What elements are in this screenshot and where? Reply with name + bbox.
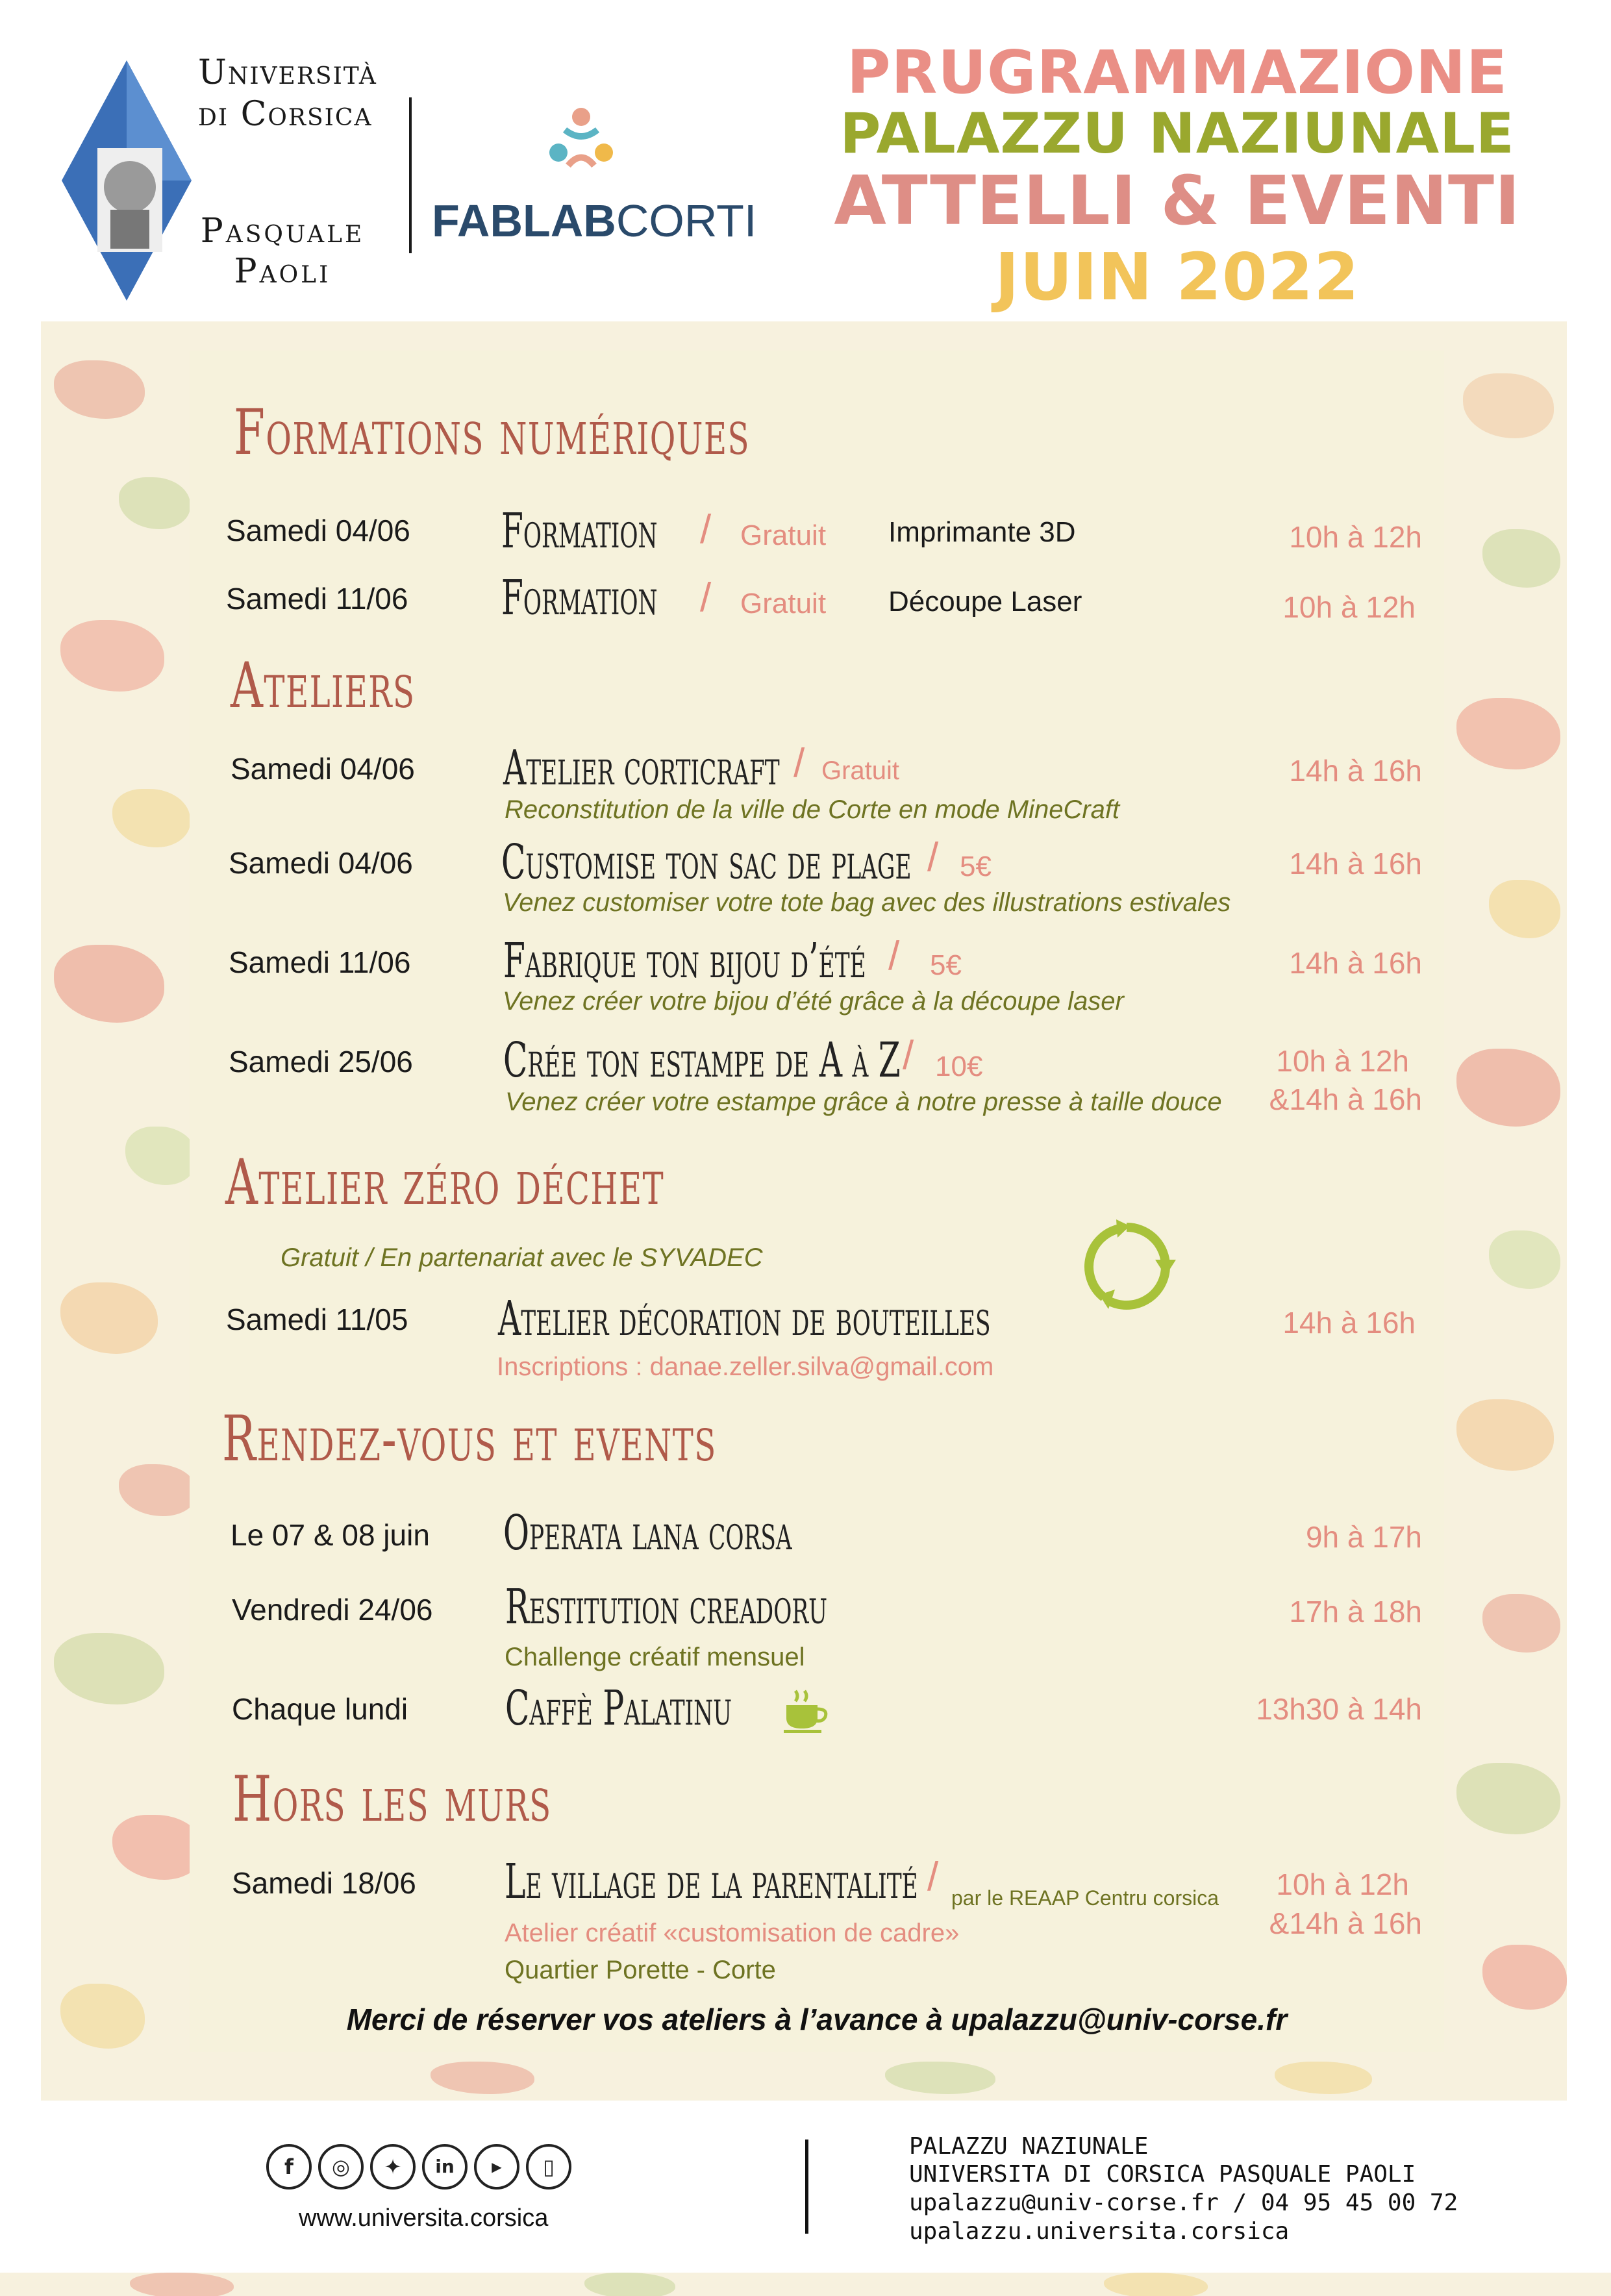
hors-1-slash: / xyxy=(927,1854,939,1899)
zero-dechet-title: Atelier décoration de bouteilles xyxy=(498,1291,991,1347)
rdv-1-title: Operata lana corsa xyxy=(503,1505,792,1561)
reservation-note: Merci de réserver vos ateliers à l’avance à upalazzu@univ-corse.fr xyxy=(346,2003,1288,2036)
bottom-terrazzo-strip xyxy=(0,2273,1611,2296)
section-title-formations: Formations numériques xyxy=(234,396,750,469)
formation-2-title: Formation xyxy=(501,570,658,626)
formation-2-slash: / xyxy=(700,575,712,620)
rdv-2-time: 17h à 18h xyxy=(1289,1595,1422,1628)
youtube-icon[interactable]: ▶ xyxy=(474,2144,519,2190)
formation-1-title: Formation xyxy=(501,503,658,559)
fablab-light: CORTI xyxy=(616,195,757,246)
zero-dechet-date: Samedi 11/05 xyxy=(226,1303,408,1336)
website-link[interactable]: www.universita.corsica xyxy=(299,2204,549,2232)
linkedin-icon[interactable]: in xyxy=(422,2144,468,2190)
atelier-2-desc: Venez customiser votre tote bag avec des illustrations estivales xyxy=(503,888,1231,917)
university-name xyxy=(198,52,377,135)
atelier-3-desc: Venez créer votre bijou d’été grâce à la découpe laser xyxy=(503,987,1124,1016)
hors-1-title: Le village de la parentalité xyxy=(505,1854,918,1910)
university-line-3: Pasquale xyxy=(200,212,365,251)
title-line-4: JUIN 2022 xyxy=(995,239,1360,315)
atelier-2-date: Samedi 04/06 xyxy=(229,846,413,880)
formation-1-price: Gratuit xyxy=(740,519,827,551)
footer-divider xyxy=(805,2140,808,2234)
hors-1-time-2: &14h à 16h xyxy=(1269,1906,1422,1940)
rdv-1-time: 9h à 17h xyxy=(1305,1520,1422,1554)
atelier-4-desc: Venez créer votre estampe grâce à notre presse à taille douce xyxy=(505,1088,1222,1116)
atelier-2-time: 14h à 16h xyxy=(1289,847,1422,880)
rdv-3-date: Chaque lundi xyxy=(232,1692,408,1726)
atelier-4-title: Crée ton estampe de A à Z xyxy=(503,1032,901,1088)
hors-1-by: par le REAAP Centru corsica xyxy=(951,1886,1219,1910)
atelier-4-slash: / xyxy=(903,1033,914,1078)
title-line-2: PALAZZU NAZIUNALE xyxy=(840,101,1515,166)
title-line-3: ATTELLI & EVENTI xyxy=(834,161,1521,240)
atelier-4-time: 10h à 12h xyxy=(1276,1044,1409,1078)
fablab-name xyxy=(432,195,756,247)
section-title-hors-les-murs: Hors les murs xyxy=(232,1763,552,1836)
atelier-1-price: Gratuit xyxy=(821,756,900,785)
atelier-1-slash: / xyxy=(793,741,805,786)
rdv-2-sub: Challenge créatif mensuel xyxy=(505,1643,805,1671)
university-name-2 xyxy=(198,211,367,292)
recycle-icon xyxy=(1075,1214,1179,1318)
twitter-icon[interactable]: ✦ xyxy=(370,2144,416,2190)
university-line-4: Paoli xyxy=(234,252,331,291)
rdv-1-date: Le 07 & 08 juin xyxy=(231,1518,430,1552)
footer-address-2: UNIVERSITA DI CORSICA PASQUALE PAOLI xyxy=(909,2161,1416,2188)
section-title-rdv: Rendez-vous et events xyxy=(222,1403,717,1475)
rdv-3-time: 13h30 à 14h xyxy=(1256,1692,1422,1726)
coffee-cup-icon xyxy=(782,1688,832,1734)
atelier-2-title: Customise ton sac de plage xyxy=(501,834,912,890)
phone-icon[interactable]: ▯ xyxy=(526,2144,571,2190)
atelier-4-date: Samedi 25/06 xyxy=(229,1045,413,1079)
university-line-2: di Corsica xyxy=(198,95,373,134)
fablab-bold: FABLAB xyxy=(432,195,616,246)
atelier-3-title: Fabrique ton bijou d’été xyxy=(503,933,866,989)
university-line-1: Università xyxy=(198,53,377,92)
zero-dechet-time: 14h à 16h xyxy=(1282,1306,1416,1340)
atelier-1-date: Samedi 04/06 xyxy=(231,752,415,786)
hors-1-line1: Atelier créatif «customisation de cadre» xyxy=(505,1919,960,1947)
footer-site[interactable]: upalazzu.universita.corsica xyxy=(909,2218,1290,2245)
section-title-zero-dechet: Atelier zéro déchet xyxy=(225,1146,665,1219)
section-title-ateliers: Ateliers xyxy=(231,649,416,722)
atelier-3-time: 14h à 16h xyxy=(1289,946,1422,980)
atelier-1-time: 14h à 16h xyxy=(1289,754,1422,788)
zero-dechet-inscriptions: Inscriptions : danae.zeller.silva@gmail.com xyxy=(497,1353,994,1381)
formation-1-topic: Imprimante 3D xyxy=(888,516,1076,548)
atelier-1-desc: Reconstitution de la ville de Corte en mode MineCraft xyxy=(505,795,1120,824)
hors-1-time: 10h à 12h xyxy=(1276,1867,1409,1901)
fablab-logo-icon xyxy=(545,104,617,175)
formation-2-date: Samedi 11/06 xyxy=(226,582,408,616)
instagram-icon[interactable]: ◎ xyxy=(318,2144,364,2190)
formation-1-time: 10h à 12h xyxy=(1289,520,1422,554)
formation-2-topic: Découpe Laser xyxy=(888,586,1082,618)
formation-2-price: Gratuit xyxy=(740,588,827,619)
facebook-icon[interactable]: f xyxy=(266,2144,312,2190)
rdv-3-title: Caffè Palatinu xyxy=(505,1680,732,1736)
formation-2-time: 10h à 12h xyxy=(1282,590,1416,624)
atelier-3-slash: / xyxy=(888,934,900,979)
footer-contact[interactable]: upalazzu@univ-corse.fr / 04 95 45 00 72 xyxy=(909,2190,1458,2216)
atelier-1-title: Atelier corticraft xyxy=(503,740,780,796)
atelier-3-date: Samedi 11/06 xyxy=(229,945,411,979)
hors-1-line2: Quartier Porette - Corte xyxy=(505,1956,776,1984)
formation-1-slash: / xyxy=(700,507,712,552)
footer-address-1: PALAZZU NAZIUNALE xyxy=(909,2133,1149,2160)
university-logo-icon xyxy=(58,57,195,304)
atelier-4-price: 10€ xyxy=(935,1051,983,1082)
title-box xyxy=(823,38,1531,315)
rdv-2-title: Restitution creadoru xyxy=(505,1579,828,1635)
hors-1-date: Samedi 18/06 xyxy=(232,1866,416,1900)
atelier-3-price: 5€ xyxy=(930,949,962,981)
title-line-1: PRUGRAMMAZIONE xyxy=(847,38,1508,107)
atelier-2-slash: / xyxy=(927,835,939,880)
zero-dechet-note: Gratuit / En partenariat avec le SYVADEC xyxy=(281,1243,763,1272)
rdv-2-date: Vendredi 24/06 xyxy=(232,1593,433,1627)
atelier-4-time-2: &14h à 16h xyxy=(1269,1082,1422,1116)
logo-divider xyxy=(409,97,412,253)
formation-1-date: Samedi 04/06 xyxy=(226,514,410,547)
atelier-2-price: 5€ xyxy=(960,851,992,882)
